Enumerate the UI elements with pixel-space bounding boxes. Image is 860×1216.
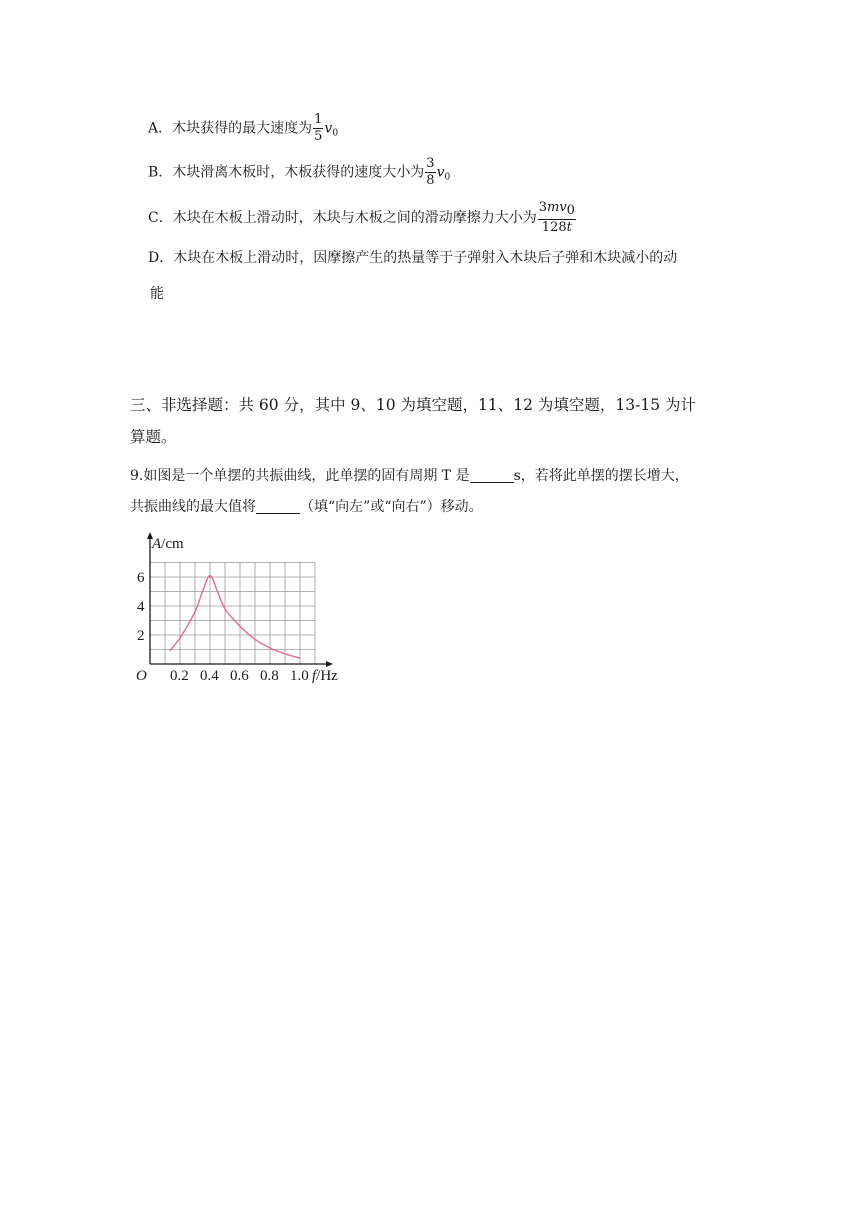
question-9-line2-part1: 共振曲线的最大值将	[130, 499, 256, 515]
question-9-line1	[130, 465, 689, 485]
denominator-var: t	[566, 220, 572, 235]
fraction-denominator: 8	[426, 173, 435, 188]
x-tick-label: 0.2	[170, 668, 189, 684]
option-d-label: D．	[148, 250, 174, 266]
option-a-var: v	[324, 120, 333, 137]
option-b	[148, 156, 450, 189]
x-axis-arrow	[326, 661, 333, 667]
option-b-fraction	[425, 156, 435, 189]
option-b-text: 木块滑离木板时，木板获得的速度大小为	[172, 164, 425, 181]
option-d-text-line1: 木块在木板上滑动时，因摩擦产生的热量等于子弹射入木块后子弹和木块减小的动	[173, 250, 678, 266]
option-a-text: 木块获得的最大速度为	[172, 120, 313, 137]
y-axis-label: A/cm	[152, 536, 184, 552]
fraction-numerator: 3	[426, 156, 435, 171]
chart-tick-labels	[137, 570, 309, 684]
chart-grid	[150, 563, 315, 665]
origin-label: O	[136, 668, 147, 684]
option-d-text-line2: 能	[150, 286, 164, 302]
option-b-label: B．	[148, 164, 173, 181]
answer-blank-direction[interactable]	[256, 499, 300, 514]
option-a-sub: 0	[332, 128, 339, 139]
option-d-continued	[150, 283, 164, 303]
fraction-numerator: 1	[314, 112, 323, 127]
x-axis-label: f/Hz	[312, 668, 338, 684]
option-c-fraction	[538, 200, 576, 236]
option-a	[148, 112, 338, 145]
resonance-curve	[170, 576, 301, 659]
resonance-curve-chart	[130, 530, 360, 690]
section-heading-line2: 算题。	[130, 428, 177, 446]
denominator-coef: 128	[541, 220, 567, 235]
fraction-denominator: 5	[314, 129, 323, 144]
fraction-numerator	[538, 200, 576, 220]
option-b-var: v	[436, 164, 445, 181]
y-tick-label: 6	[137, 570, 145, 586]
option-a-label: A．	[148, 120, 173, 137]
question-9-part1: 9.如图是一个单摆的共振曲线，此单摆的固有周期 T 是	[130, 468, 470, 484]
x-tick-label: 0.4	[200, 668, 219, 684]
x-tick-label: 0.6	[230, 668, 249, 684]
y-tick-label: 4	[137, 599, 145, 615]
fraction-denominator	[538, 220, 576, 236]
option-c-text: 木块在木板上滑动时，木块与木板之间的滑动摩擦力大小为	[172, 210, 537, 226]
answer-blank-period[interactable]	[470, 468, 514, 483]
x-tick-label: 0.8	[260, 668, 279, 684]
option-d	[148, 247, 677, 267]
question-9-line2	[130, 496, 483, 516]
option-c-label: C．	[148, 210, 173, 226]
x-tick-label: 1.0	[290, 668, 309, 684]
question-9-part2: s，若将此单摆的摆长增大，	[513, 468, 689, 484]
question-9-line2-part2: （填“向左”或“向右”）移动。	[300, 499, 483, 515]
option-b-sub: 0	[444, 172, 451, 183]
numerator-var: mv	[547, 200, 567, 215]
numerator-coef: 3	[538, 200, 547, 215]
option-a-fraction	[313, 112, 323, 145]
option-c	[148, 200, 577, 236]
numerator-sub: 0	[566, 203, 575, 218]
y-tick-label: 2	[137, 628, 145, 644]
section-heading-line1: 三、非选择题：共 60 分，其中 9、10 为填空题，11、12 为填空题，13-15 为计	[130, 396, 697, 414]
